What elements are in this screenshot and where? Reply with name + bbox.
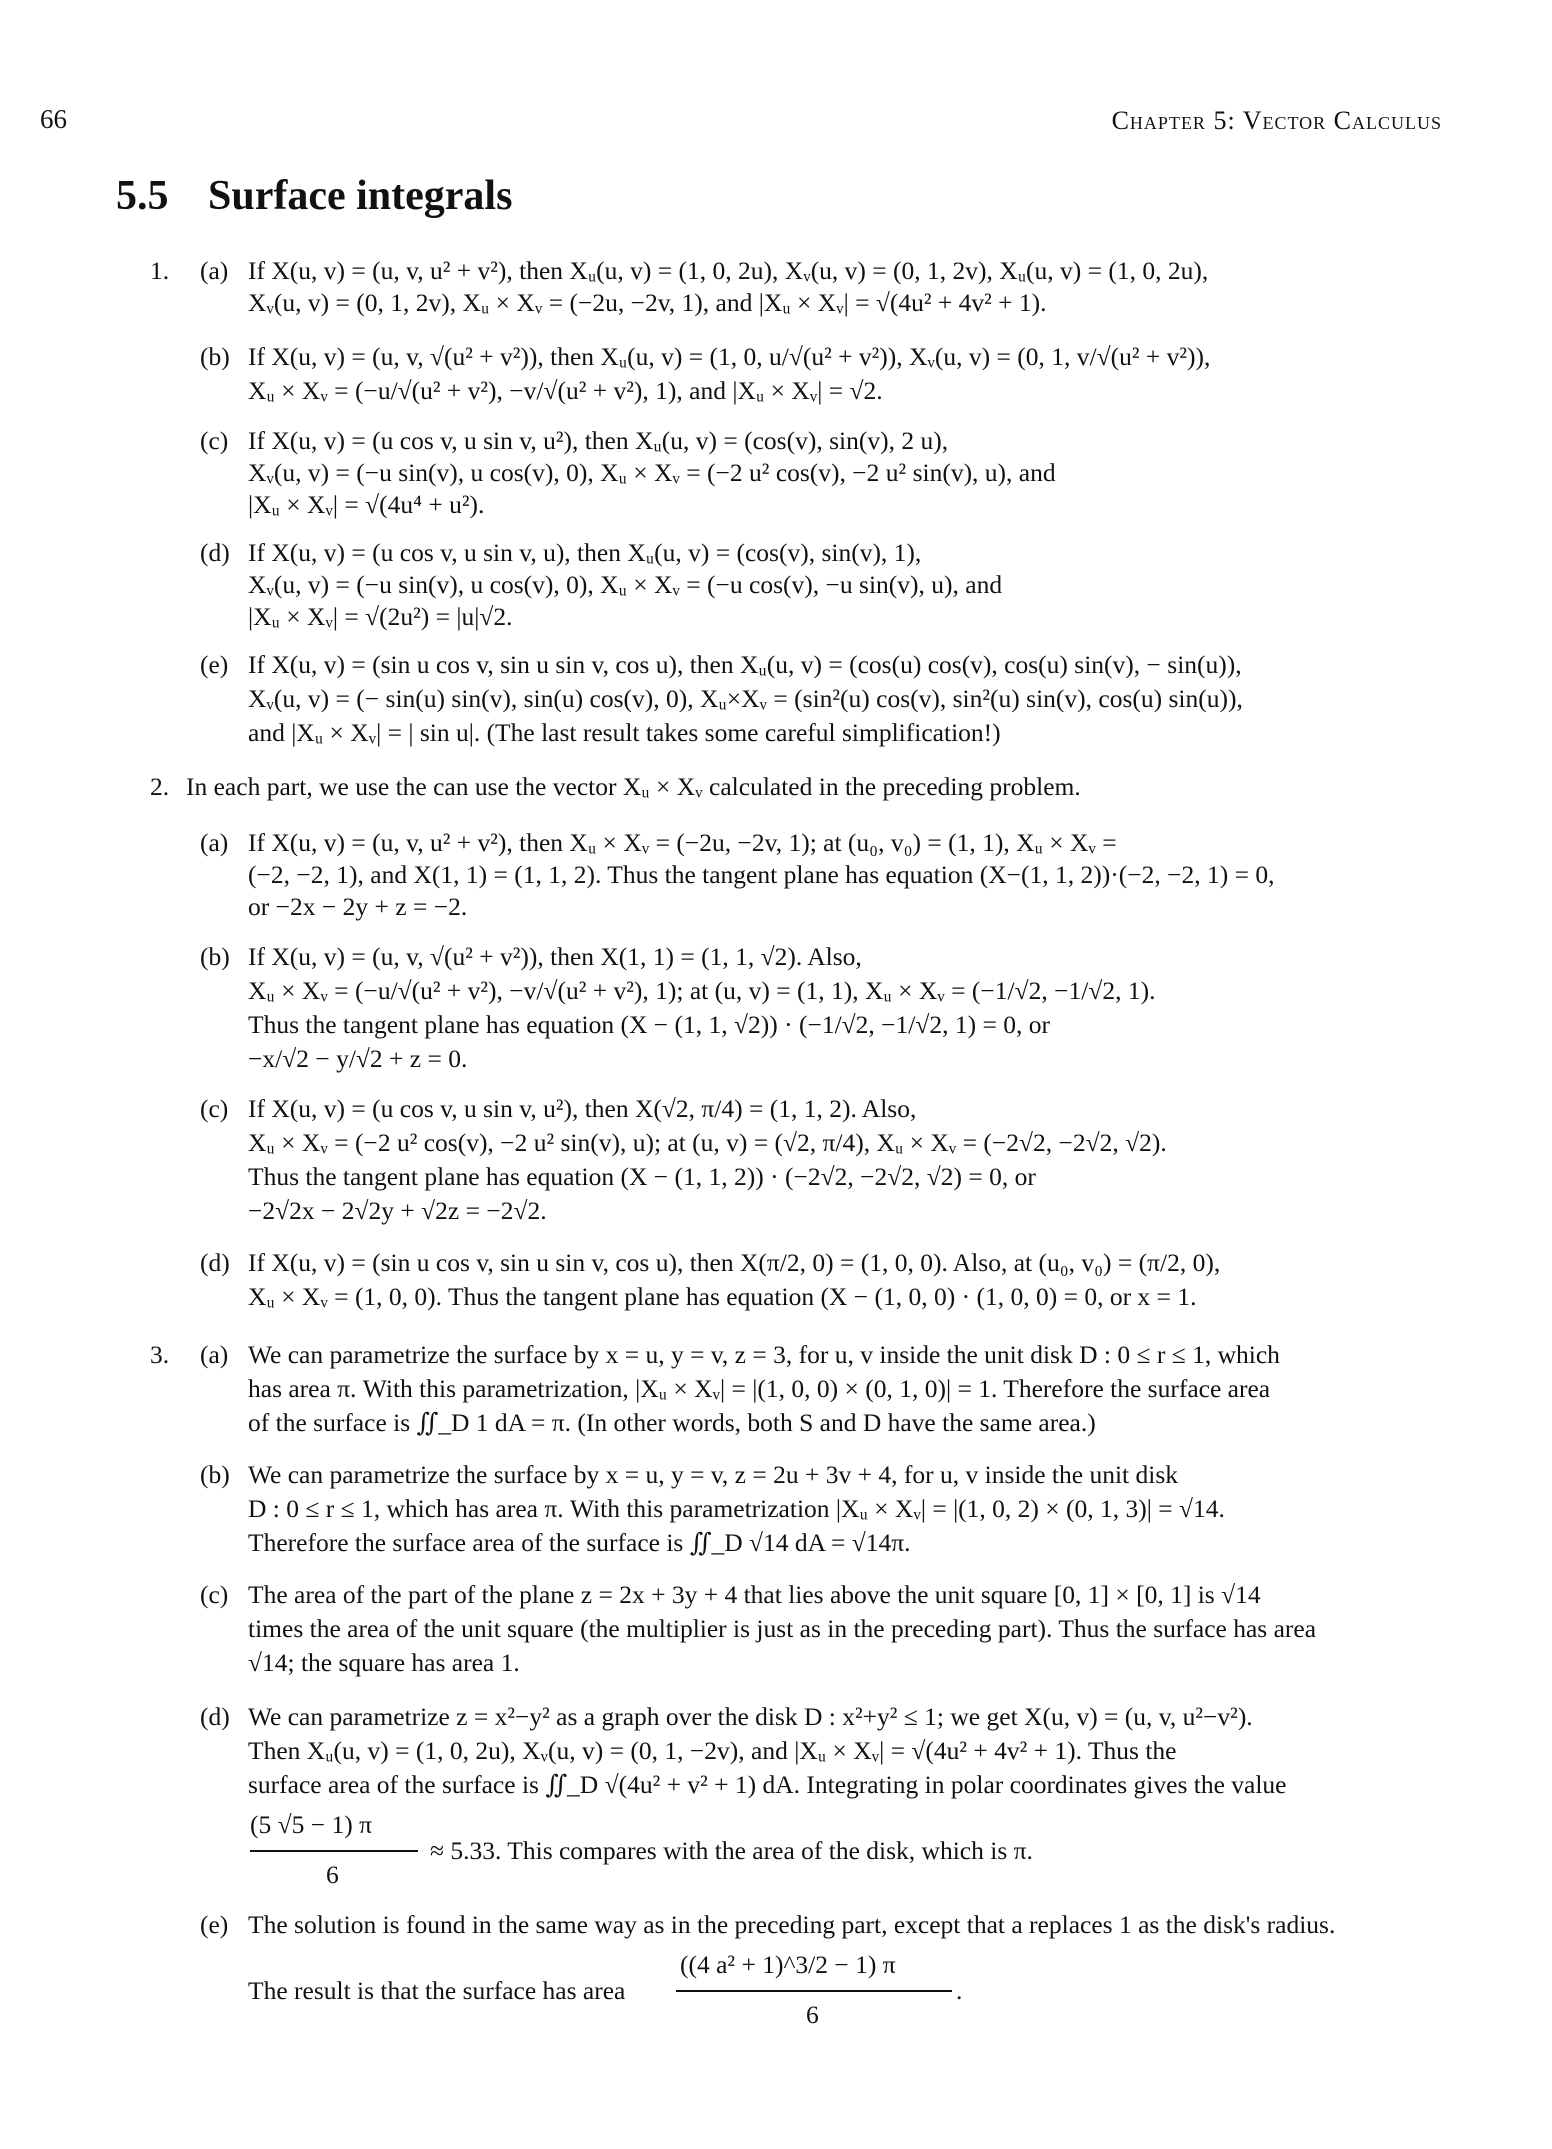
text-line: or −2x − 2y + z = −2. [248, 892, 468, 921]
fraction-numerator: ((4 a² + 1)^3/2 − 1) π [680, 1950, 896, 1979]
text-line: In each part, we use the can use the vector Xᵤ × Xᵥ calculated in the preceding problem. [186, 772, 1081, 801]
part-label: (c) [200, 1580, 229, 1609]
text-line: If X(u, v) = (u cos v, u sin v, u²), then Xᵤ(u, v) = (cos(v), sin(v), 2 u), [248, 426, 949, 455]
text-line: . [956, 1976, 963, 2005]
text-line: The area of the part of the plane z = 2x + 3y + 4 that lies above the unit square [0, 1] × [0, 1] is √14 [248, 1580, 1261, 1609]
text-line: If X(u, v) = (sin u cos v, sin u sin v, cos u), then X(π/2, 0) = (1, 0, 0). Also, at (u₀, v₀) = (π/2, 0), [248, 1248, 1221, 1277]
text-line: Xᵥ(u, v) = (0, 1, 2v), Xᵤ × Xᵥ = (−2u, −2v, 1), and |Xᵤ × Xᵥ| = √(4u² + 4v² + 1). [248, 288, 1047, 317]
part-label: (d) [200, 1248, 230, 1277]
text-line: |Xᵤ × Xᵥ| = √(4u⁴ + u²). [248, 490, 485, 519]
part-label: (a) [200, 828, 229, 857]
part-label: (b) [200, 942, 230, 971]
text-line: Xᵤ × Xᵥ = (−2 u² cos(v), −2 u² sin(v), u); at (u, v) = (√2, π/4), Xᵤ × Xᵥ = (−2√2, −2√2, √2). [248, 1128, 1167, 1157]
section-title: Surface integrals [208, 173, 513, 219]
fraction-denominator: 6 [326, 1860, 339, 1889]
problem-number: 3. [150, 1340, 170, 1369]
text-line: −2√2x − 2√2y + √2z = −2√2. [248, 1196, 547, 1225]
fraction-bar [250, 1850, 418, 1852]
part-label: (d) [200, 1702, 230, 1731]
text-line: Xᵥ(u, v) = (−u sin(v), u cos(v), 0), Xᵤ × Xᵥ = (−2 u² cos(v), −2 u² sin(v), u), and [248, 458, 1056, 487]
part-label: (d) [200, 538, 230, 567]
part-label: (a) [200, 1340, 229, 1369]
text-line: √14; the square has area 1. [248, 1648, 520, 1677]
part-label: (c) [200, 426, 229, 455]
text-line: Xᵤ × Xᵥ = (−u/√(u² + v²), −v/√(u² + v²), 1), and |Xᵤ × Xᵥ| = √2. [248, 376, 883, 405]
part-label: (c) [200, 1094, 229, 1123]
text-line: We can parametrize the surface by x = u, y = v, z = 2u + 3v + 4, for u, v inside the unit disk [248, 1460, 1178, 1489]
fraction-bar [676, 1990, 952, 1992]
page-number: 66 [40, 104, 67, 134]
text-line: Xᵥ(u, v) = (− sin(u) sin(v), sin(u) cos(v), 0), Xᵤ×Xᵥ = (sin²(u) cos(v), sin²(u) sin(v), cos(u) sin(u)), [248, 684, 1243, 713]
text-line: The solution is found in the same way as in the preceding part, except that a replaces 1 as the disk's radius. [248, 1910, 1336, 1939]
text-line: Thus the tangent plane has equation (X − (1, 1, √2)) · (−1/√2, −1/√2, 1) = 0, or [248, 1010, 1051, 1039]
text-line: has area π. With this parametrization, |Xᵤ × Xᵥ| = |(1, 0, 0) × (0, 1, 0)| = 1. Therefore the surface area [248, 1374, 1271, 1403]
text-line: If X(u, v) = (u, v, u² + v²), then Xᵤ(u, v) = (1, 0, 2u), Xᵥ(u, v) = (0, 1, 2v), Xᵤ(u, v) = (1, 0, 2u), [248, 256, 1209, 285]
text-line: If X(u, v) = (u cos v, u sin v, u), then Xᵤ(u, v) = (cos(v), sin(v), 1), [248, 538, 922, 567]
text-line: If X(u, v) = (u, v, √(u² + v²)), then X(1, 1) = (1, 1, √2). Also, [248, 942, 862, 971]
text-line: surface area of the surface is ∬_D √(4u² + v² + 1) dA. Integrating in polar coordinates gives the value [248, 1770, 1287, 1799]
text-line: times the area of the unit square (the multiplier is just as in the preceding part). Thus the surface has area [248, 1614, 1317, 1643]
text-line: Thus the tangent plane has equation (X − (1, 1, 2)) · (−2√2, −2√2, √2) = 0, or [248, 1162, 1036, 1191]
problem-number: 2. [150, 772, 170, 801]
part-label: (e) [200, 1910, 229, 1939]
text-line: Xᵤ × Xᵥ = (1, 0, 0). Thus the tangent plane has equation (X − (1, 0, 0) · (1, 0, 0) = 0, or x = 1. [248, 1282, 1197, 1311]
text-line: If X(u, v) = (u, v, u² + v²), then Xᵤ × Xᵥ = (−2u, −2v, 1); at (u₀, v₀) = (1, 1), Xᵤ × Xᵥ = [248, 828, 1117, 857]
part-label: (b) [200, 1460, 230, 1489]
text-line: of the surface is ∬_D 1 dA = π. (In other words, both S and D have the same area.) [248, 1408, 1096, 1437]
part-label: (b) [200, 342, 230, 371]
text-line: D : 0 ≤ r ≤ 1, which has area π. With this parametrization |Xᵤ × Xᵥ| = |(1, 0, 2) × (0, 1, 3)| = √14. [248, 1494, 1225, 1523]
section-number: 5.5 [116, 173, 169, 219]
text-line: If X(u, v) = (sin u cos v, sin u sin v, cos u), then Xᵤ(u, v) = (cos(u) cos(v), cos(u) sin(v), − sin(u)), [248, 650, 1242, 679]
text-line: If X(u, v) = (u cos v, u sin v, u²), then X(√2, π/4) = (1, 1, 2). Also, [248, 1094, 917, 1123]
fraction-denominator: 6 [806, 2000, 819, 2029]
text-line: and |Xᵤ × Xᵥ| = | sin u|. (The last result takes some careful simplification!) [248, 718, 1001, 747]
text-line: Xᵤ × Xᵥ = (−u/√(u² + v²), −v/√(u² + v²), 1); at (u, v) = (1, 1), Xᵤ × Xᵥ = (−1/√2, −1/√2, 1). [248, 976, 1156, 1005]
text-line: |Xᵤ × Xᵥ| = √(2u²) = |u|√2. [248, 602, 513, 631]
fraction-numerator: (5 √5 − 1) π [250, 1810, 372, 1839]
part-label: (a) [200, 256, 229, 285]
text-line: The result is that the surface has area [248, 1976, 626, 2005]
text-line: We can parametrize z = x²−y² as a graph over the disk D : x²+y² ≤ 1; we get X(u, v) = (u, v, u²−v²). [248, 1702, 1253, 1731]
problem-number: 1. [150, 256, 170, 285]
text-line: −x/√2 − y/√2 + z = 0. [248, 1044, 468, 1073]
text-line: We can parametrize the surface by x = u, y = v, z = 3, for u, v inside the unit disk D : 0 ≤ r ≤ 1, which [248, 1340, 1280, 1369]
text-line: Xᵥ(u, v) = (−u sin(v), u cos(v), 0), Xᵤ × Xᵥ = (−u cos(v), −u sin(v), u), and [248, 570, 1003, 599]
text-line: Therefore the surface area of the surface is ∬_D √14 dA = √14π. [248, 1528, 911, 1557]
part-label: (e) [200, 650, 229, 679]
text-line: If X(u, v) = (u, v, √(u² + v²)), then Xᵤ(u, v) = (1, 0, u/√(u² + v²)), Xᵥ(u, v) = (0, 1, v/√(u² + v²)), [248, 342, 1211, 371]
text-line: (−2, −2, 1), and X(1, 1) = (1, 1, 2). Thus the tangent plane has equation (X−(1, 1, 2))·(−2, −2, 1) = 0, [248, 860, 1275, 889]
chapter-title: Chapter 5: Vector Calculus [1111, 106, 1442, 135]
text-line: ≈ 5.33. This compares with the area of the disk, which is π. [430, 1836, 1033, 1865]
text-line: Then Xᵤ(u, v) = (1, 0, 2u), Xᵥ(u, v) = (0, 1, −2v), and |Xᵤ × Xᵥ| = √(4u² + 4v² + 1). Thus the [248, 1736, 1177, 1765]
